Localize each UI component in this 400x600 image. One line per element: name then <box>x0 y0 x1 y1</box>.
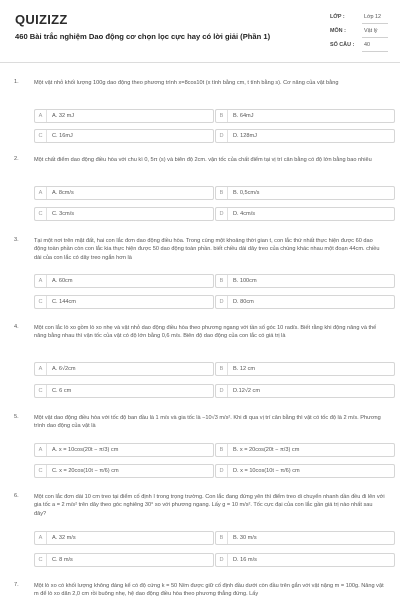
option-letter: A <box>35 275 47 287</box>
option-b[interactable] <box>215 362 395 376</box>
option-letter: C <box>35 385 47 397</box>
option-text: A. 8cm/s <box>52 190 74 196</box>
meta-label: MÔN : <box>330 28 346 34</box>
option-letter: B <box>216 110 228 122</box>
option-text: B. 30 m/s <box>233 535 257 541</box>
question-number: 1. <box>14 79 19 85</box>
option-text: A. 6√2cm <box>52 366 76 372</box>
meta-row-class <box>330 12 396 24</box>
option-letter: C <box>35 554 47 566</box>
option-a[interactable] <box>34 109 214 123</box>
option-text: B. 100cm <box>233 278 257 284</box>
option-c[interactable] <box>34 464 214 478</box>
option-text: A. 60cm <box>52 278 73 284</box>
option-a[interactable] <box>34 531 214 545</box>
page-header <box>0 0 400 62</box>
option-letter: B <box>216 187 228 199</box>
option-a[interactable] <box>34 443 214 457</box>
option-letter: D <box>216 465 228 477</box>
option-text: B. x = 20cos(20t − π/3) cm <box>233 447 300 453</box>
option-b[interactable] <box>215 443 395 457</box>
option-text: C. 16mJ <box>52 133 73 139</box>
header-divider <box>0 62 400 63</box>
question-text: Một vật dao động điều hòa với tốc độ ban đầu là 1 m/s và gia tốc là −10√3 m/s². Khi đi qua vị trí cân bằng thì vật có tốc độ là 2 m/s. Phương trình dao động của vật là <box>34 415 381 430</box>
question-text: Một con lắc đơn dài 10 cm treo tại điểm cố định I trong trọng trường. Con lắc đang đứng yên thì điểm treo di chuyển nhanh dần đều đi lên với gia tốc a = 2 m/s² trên dây theo góc nghiêng 30° so với phương ngang. Lấy g = 10 m/s². Tốc cực đại của con lắc gần giá trị nào nhất sau đây? <box>34 494 385 517</box>
option-b[interactable] <box>215 186 395 200</box>
option-c[interactable] <box>34 207 214 221</box>
option-letter: A <box>35 110 47 122</box>
option-text: C. 144cm <box>52 299 76 305</box>
option-text: C. 6 cm <box>52 388 72 394</box>
meta-label: LỚP : <box>330 14 345 20</box>
meta-row-subject <box>330 26 396 38</box>
option-d[interactable] <box>215 553 395 567</box>
meta-label: SỐ CÂU : <box>330 42 355 48</box>
option-b[interactable] <box>215 274 395 288</box>
option-d[interactable] <box>215 295 395 309</box>
question-text: Một chất điểm dao động điều hòa với chu kì 0, 5π (s) và biên độ 2cm. vận tốc của chất điểm tại vị trí cân bằng có độ lớn bằng bao nhiêu <box>34 157 372 163</box>
option-a[interactable] <box>34 274 214 288</box>
option-text: C. 8 m/s <box>52 557 73 563</box>
question-item <box>0 582 400 600</box>
option-letter: B <box>216 363 228 375</box>
option-d[interactable] <box>215 464 395 478</box>
option-c[interactable] <box>34 553 214 567</box>
option-text: D. 128mJ <box>233 133 257 139</box>
option-letter: D <box>216 385 228 397</box>
question-number: 2. <box>14 156 19 162</box>
meta-underline <box>362 51 388 52</box>
option-letter: D <box>216 296 228 308</box>
option-letter: A <box>35 363 47 375</box>
quizizz-logo: QUIZIZZ <box>15 12 68 27</box>
option-text: A. x = 10cos(20t − π/3) cm <box>52 447 119 453</box>
option-d[interactable] <box>215 384 395 398</box>
document-title: 460 Bài trắc nghiệm Dao động cơ chọn lọc cực hay có lời giải (Phần 1) <box>15 32 271 41</box>
option-letter: D <box>216 130 228 142</box>
meta-row-count <box>330 40 396 52</box>
option-letter: A <box>35 532 47 544</box>
option-letter: B <box>216 532 228 544</box>
question-number: 4. <box>14 324 19 330</box>
option-letter: C <box>35 208 47 220</box>
option-c[interactable] <box>34 295 214 309</box>
question-number: 3. <box>14 237 19 243</box>
option-a[interactable] <box>34 186 214 200</box>
question-number: 5. <box>14 414 19 420</box>
meta-underline <box>362 37 388 38</box>
meta-value: Vật lý <box>364 28 378 34</box>
option-text: A. 32 mJ <box>52 113 75 119</box>
option-letter: C <box>35 465 47 477</box>
option-d[interactable] <box>215 207 395 221</box>
meta-value: Lớp 12 <box>364 14 382 20</box>
option-c[interactable] <box>34 129 214 143</box>
question-number: 7. <box>14 582 19 588</box>
option-letter: A <box>35 444 47 456</box>
question-text: Một con lắc lò xo gồm lò xo nhẹ và vật nhỏ dao động điều hòa theo phương ngang với tần số góc 10 rad/s. Biết rằng khi động năng và thế năng bằng nhau thì vận tốc của vật có độ lớn bằng 0,6 m/s. Biên độ dao động của con lắc có giá trị là <box>34 325 377 340</box>
option-letter: B <box>216 444 228 456</box>
question-text: Một lò xo có khối lượng không đáng kể có độ cứng k = 50 N/m được giữ cố định đầu dưới còn đầu trên gắn với vật nặng m = 100g. Nâng vật m để lò xo dãn 2,0 cm rồi buông nhẹ, hệ dao động điều hòa theo phương thẳng đứng. Lấy <box>34 583 384 598</box>
question-number: 6. <box>14 493 19 499</box>
meta-value: 40 <box>364 42 370 48</box>
question-text: Một vật nhỏ khối lượng 100g dao động theo phương trình x=8cos10t (x tính bằng cm, t tính bằng s). Cơ năng của vật bằng <box>34 80 339 86</box>
option-letter: D <box>216 554 228 566</box>
option-text: D.12√2 cm <box>233 388 261 394</box>
option-text: D. 80cm <box>233 299 254 305</box>
option-letter: C <box>35 130 47 142</box>
option-text: C. 3cm/s <box>52 211 75 217</box>
option-text: C. x = 20cos(10t − π/6) cm <box>52 468 119 474</box>
option-b[interactable] <box>215 531 395 545</box>
option-letter: D <box>216 208 228 220</box>
option-d[interactable] <box>215 129 395 143</box>
option-text: D. x = 10cos(10t − π/6) cm <box>233 468 300 474</box>
option-text: A. 32 m/s <box>52 535 76 541</box>
option-b[interactable] <box>215 109 395 123</box>
meta-underline <box>362 23 388 24</box>
question-text: Tại một nơi trên mặt đất, hai con lắc đơn dao động điều hòa. Trong cùng một khoảng thời gian t, con lắc thứ nhất thực hiện được 60 dao động toàn phần còn con lắc kia thực hiện được 50 dao động toàn phần. biết chiều dài dây treo của chúng khác nhau một đoạn 44cm. chiều dài của con lắc có dây treo ngắn hơn là <box>34 238 380 261</box>
option-text: B. 64mJ <box>233 113 254 119</box>
option-text: D. 16 m/s <box>233 557 257 563</box>
option-text: B. 12 cm <box>233 366 256 372</box>
option-text: D. 4cm/s <box>233 211 256 217</box>
option-letter: C <box>35 296 47 308</box>
option-c[interactable] <box>34 384 214 398</box>
option-letter: B <box>216 275 228 287</box>
option-a[interactable] <box>34 362 214 376</box>
option-letter: A <box>35 187 47 199</box>
option-text: B. 0,5cm/s <box>233 190 260 196</box>
